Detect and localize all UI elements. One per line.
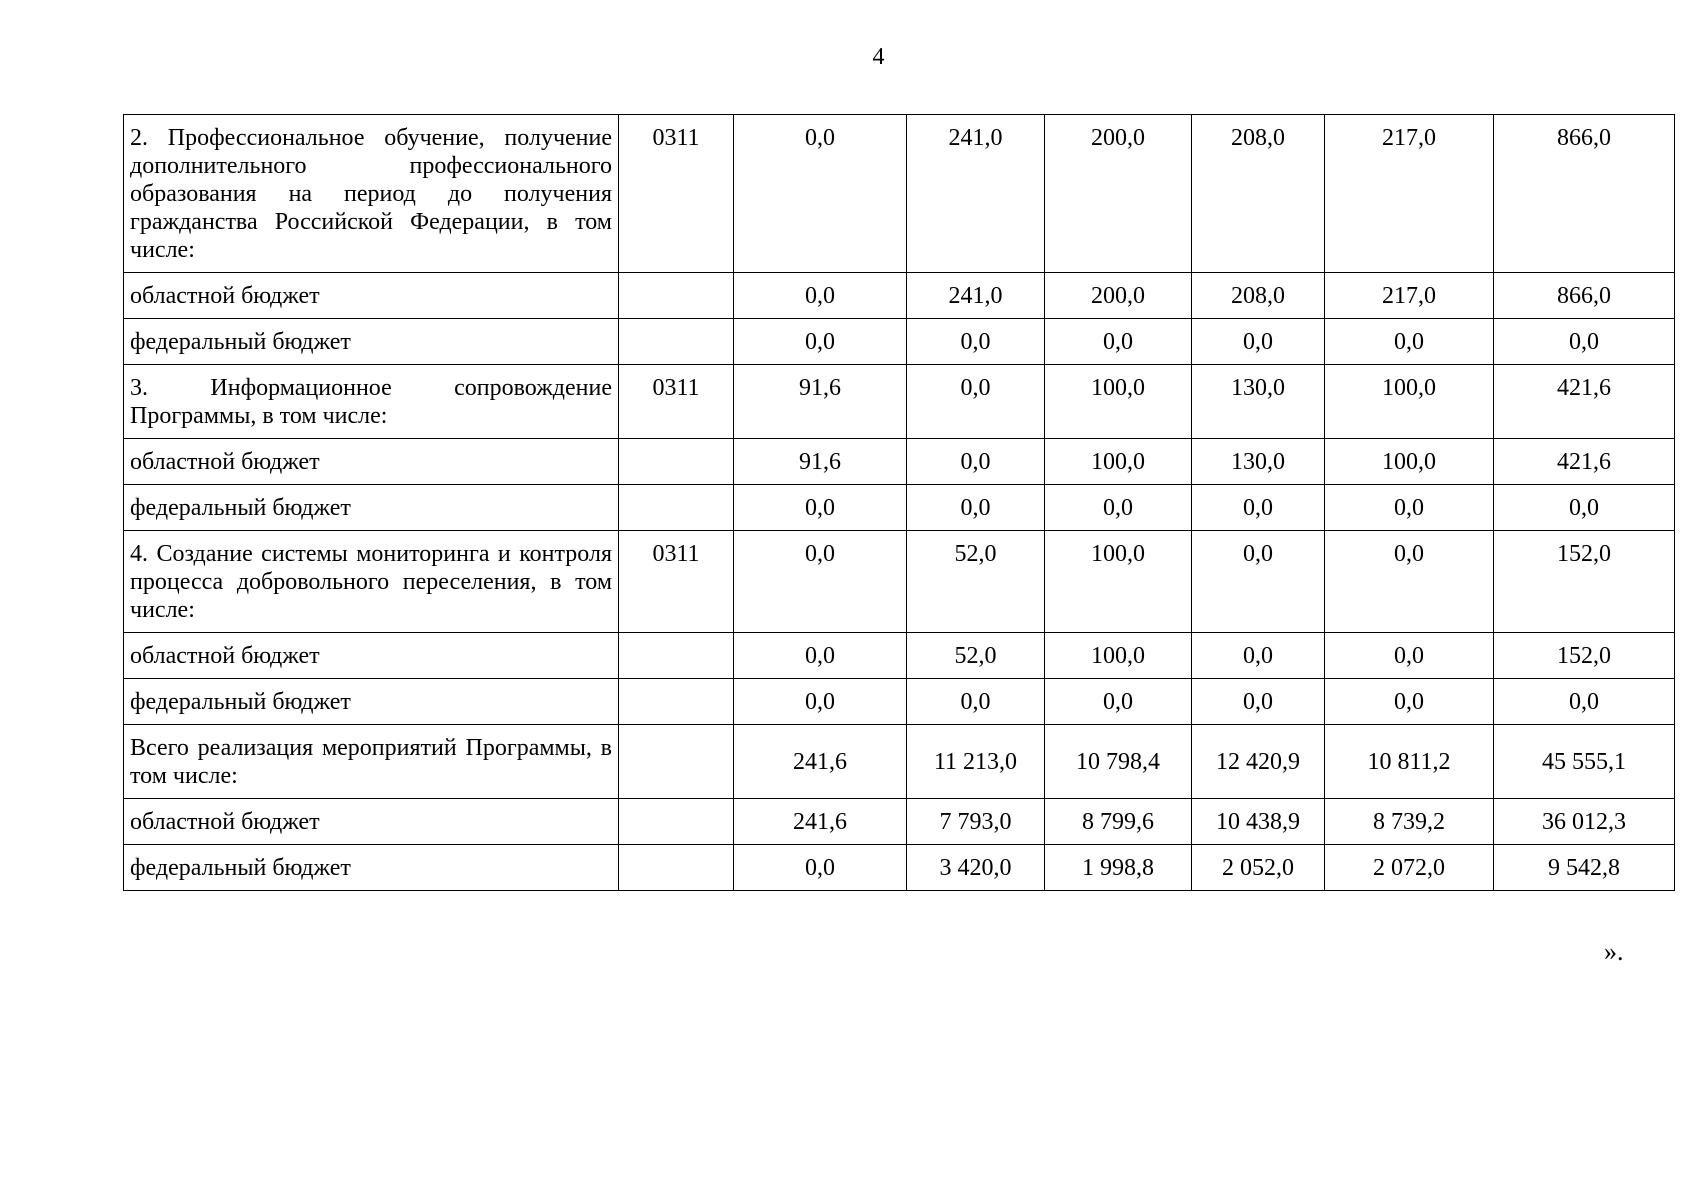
row-value: 10 811,2 <box>1325 725 1494 799</box>
row-code <box>619 485 734 531</box>
row-value: 200,0 <box>1045 273 1192 319</box>
row-value: 0,0 <box>1045 485 1192 531</box>
row-value: 0,0 <box>1045 679 1192 725</box>
table-row-item <box>124 365 1675 439</box>
closing-quote: ». <box>1604 937 1624 966</box>
row-value: 100,0 <box>1045 365 1192 439</box>
row-value: 8 799,6 <box>1045 799 1192 845</box>
row-description: областной бюджет <box>124 633 619 679</box>
row-value: 91,6 <box>734 439 907 485</box>
row-value: 0,0 <box>907 485 1045 531</box>
table-row-item <box>124 531 1675 633</box>
row-value: 100,0 <box>1045 633 1192 679</box>
row-value: 241,6 <box>734 799 907 845</box>
row-value: 241,0 <box>907 273 1045 319</box>
table-row-item <box>124 115 1675 273</box>
row-description: федеральный бюджет <box>124 845 619 891</box>
row-value: 217,0 <box>1325 115 1494 273</box>
row-value: 36 012,3 <box>1494 799 1675 845</box>
row-value: 217,0 <box>1325 273 1494 319</box>
row-value: 241,6 <box>734 725 907 799</box>
row-value: 8 739,2 <box>1325 799 1494 845</box>
row-value: 0,0 <box>1494 485 1675 531</box>
row-code: 0311 <box>619 365 734 439</box>
row-value: 0,0 <box>734 115 907 273</box>
table-row-source <box>124 679 1675 725</box>
row-value: 9 542,8 <box>1494 845 1675 891</box>
row-code <box>619 633 734 679</box>
row-value: 241,0 <box>907 115 1045 273</box>
row-value: 866,0 <box>1494 115 1675 273</box>
row-value: 152,0 <box>1494 633 1675 679</box>
row-description: Всего реализация мероприятий Программы, в том числе: <box>124 725 619 799</box>
table-row-source <box>124 485 1675 531</box>
row-value: 200,0 <box>1045 115 1192 273</box>
row-value: 1 998,8 <box>1045 845 1192 891</box>
row-value: 0,0 <box>734 273 907 319</box>
row-description: 2. Профессиональное обучение, получение дополнительного профессионального образования на период до получения гражданства Российской Федерации, в том числе: <box>124 115 619 273</box>
row-value: 52,0 <box>907 633 1045 679</box>
row-description: 4. Создание системы мониторинга и контроля процесса добровольного переселения, в том числе: <box>124 531 619 633</box>
row-description: областной бюджет <box>124 273 619 319</box>
row-value: 0,0 <box>1192 633 1325 679</box>
row-code <box>619 319 734 365</box>
row-code <box>619 679 734 725</box>
row-value: 866,0 <box>1494 273 1675 319</box>
row-value: 100,0 <box>1325 365 1494 439</box>
table-row-source <box>124 319 1675 365</box>
table-row-source <box>124 799 1675 845</box>
row-value: 0,0 <box>907 365 1045 439</box>
row-value: 0,0 <box>1325 485 1494 531</box>
table-row-source <box>124 633 1675 679</box>
row-value: 12 420,9 <box>1192 725 1325 799</box>
row-value: 421,6 <box>1494 365 1675 439</box>
row-value: 130,0 <box>1192 365 1325 439</box>
row-value: 100,0 <box>1325 439 1494 485</box>
row-value: 0,0 <box>734 679 907 725</box>
row-value: 0,0 <box>1192 319 1325 365</box>
row-value: 0,0 <box>734 485 907 531</box>
row-value: 0,0 <box>1494 679 1675 725</box>
row-code <box>619 845 734 891</box>
table-row-source <box>124 439 1675 485</box>
row-value: 0,0 <box>1192 485 1325 531</box>
table-row-source <box>124 273 1675 319</box>
row-value: 208,0 <box>1192 115 1325 273</box>
row-value: 10 438,9 <box>1192 799 1325 845</box>
row-value: 45 555,1 <box>1494 725 1675 799</box>
row-value: 0,0 <box>734 845 907 891</box>
row-value: 100,0 <box>1045 531 1192 633</box>
page-number: 4 <box>872 44 885 70</box>
row-code <box>619 439 734 485</box>
row-value: 2 052,0 <box>1192 845 1325 891</box>
row-value: 10 798,4 <box>1045 725 1192 799</box>
row-value: 3 420,0 <box>907 845 1045 891</box>
row-code <box>619 273 734 319</box>
row-description: областной бюджет <box>124 439 619 485</box>
row-description: федеральный бюджет <box>124 485 619 531</box>
row-value: 0,0 <box>907 319 1045 365</box>
row-value: 421,6 <box>1494 439 1675 485</box>
table-row-total <box>124 725 1675 799</box>
row-description: федеральный бюджет <box>124 679 619 725</box>
budget-table <box>123 114 1675 891</box>
row-description: 3. Информационное сопровождение Программы, в том числе: <box>124 365 619 439</box>
row-value: 0,0 <box>1325 633 1494 679</box>
row-value: 91,6 <box>734 365 907 439</box>
table-body <box>124 115 1675 891</box>
row-description: федеральный бюджет <box>124 319 619 365</box>
row-value: 0,0 <box>1494 319 1675 365</box>
row-value: 0,0 <box>1192 679 1325 725</box>
row-value: 130,0 <box>1192 439 1325 485</box>
row-value: 52,0 <box>907 531 1045 633</box>
row-code: 0311 <box>619 115 734 273</box>
row-value: 7 793,0 <box>907 799 1045 845</box>
table-row-source <box>124 845 1675 891</box>
row-value: 0,0 <box>907 679 1045 725</box>
row-value: 11 213,0 <box>907 725 1045 799</box>
row-value: 0,0 <box>734 531 907 633</box>
row-description: областной бюджет <box>124 799 619 845</box>
row-value: 100,0 <box>1045 439 1192 485</box>
row-value: 0,0 <box>907 439 1045 485</box>
row-value: 0,0 <box>1325 319 1494 365</box>
row-value: 0,0 <box>734 319 907 365</box>
row-value: 152,0 <box>1494 531 1675 633</box>
row-code <box>619 725 734 799</box>
row-value: 0,0 <box>1192 531 1325 633</box>
row-value: 0,0 <box>1325 679 1494 725</box>
row-value: 0,0 <box>1325 531 1494 633</box>
row-value: 0,0 <box>1045 319 1192 365</box>
row-value: 2 072,0 <box>1325 845 1494 891</box>
row-code: 0311 <box>619 531 734 633</box>
row-value: 208,0 <box>1192 273 1325 319</box>
row-value: 0,0 <box>734 633 907 679</box>
row-code <box>619 799 734 845</box>
